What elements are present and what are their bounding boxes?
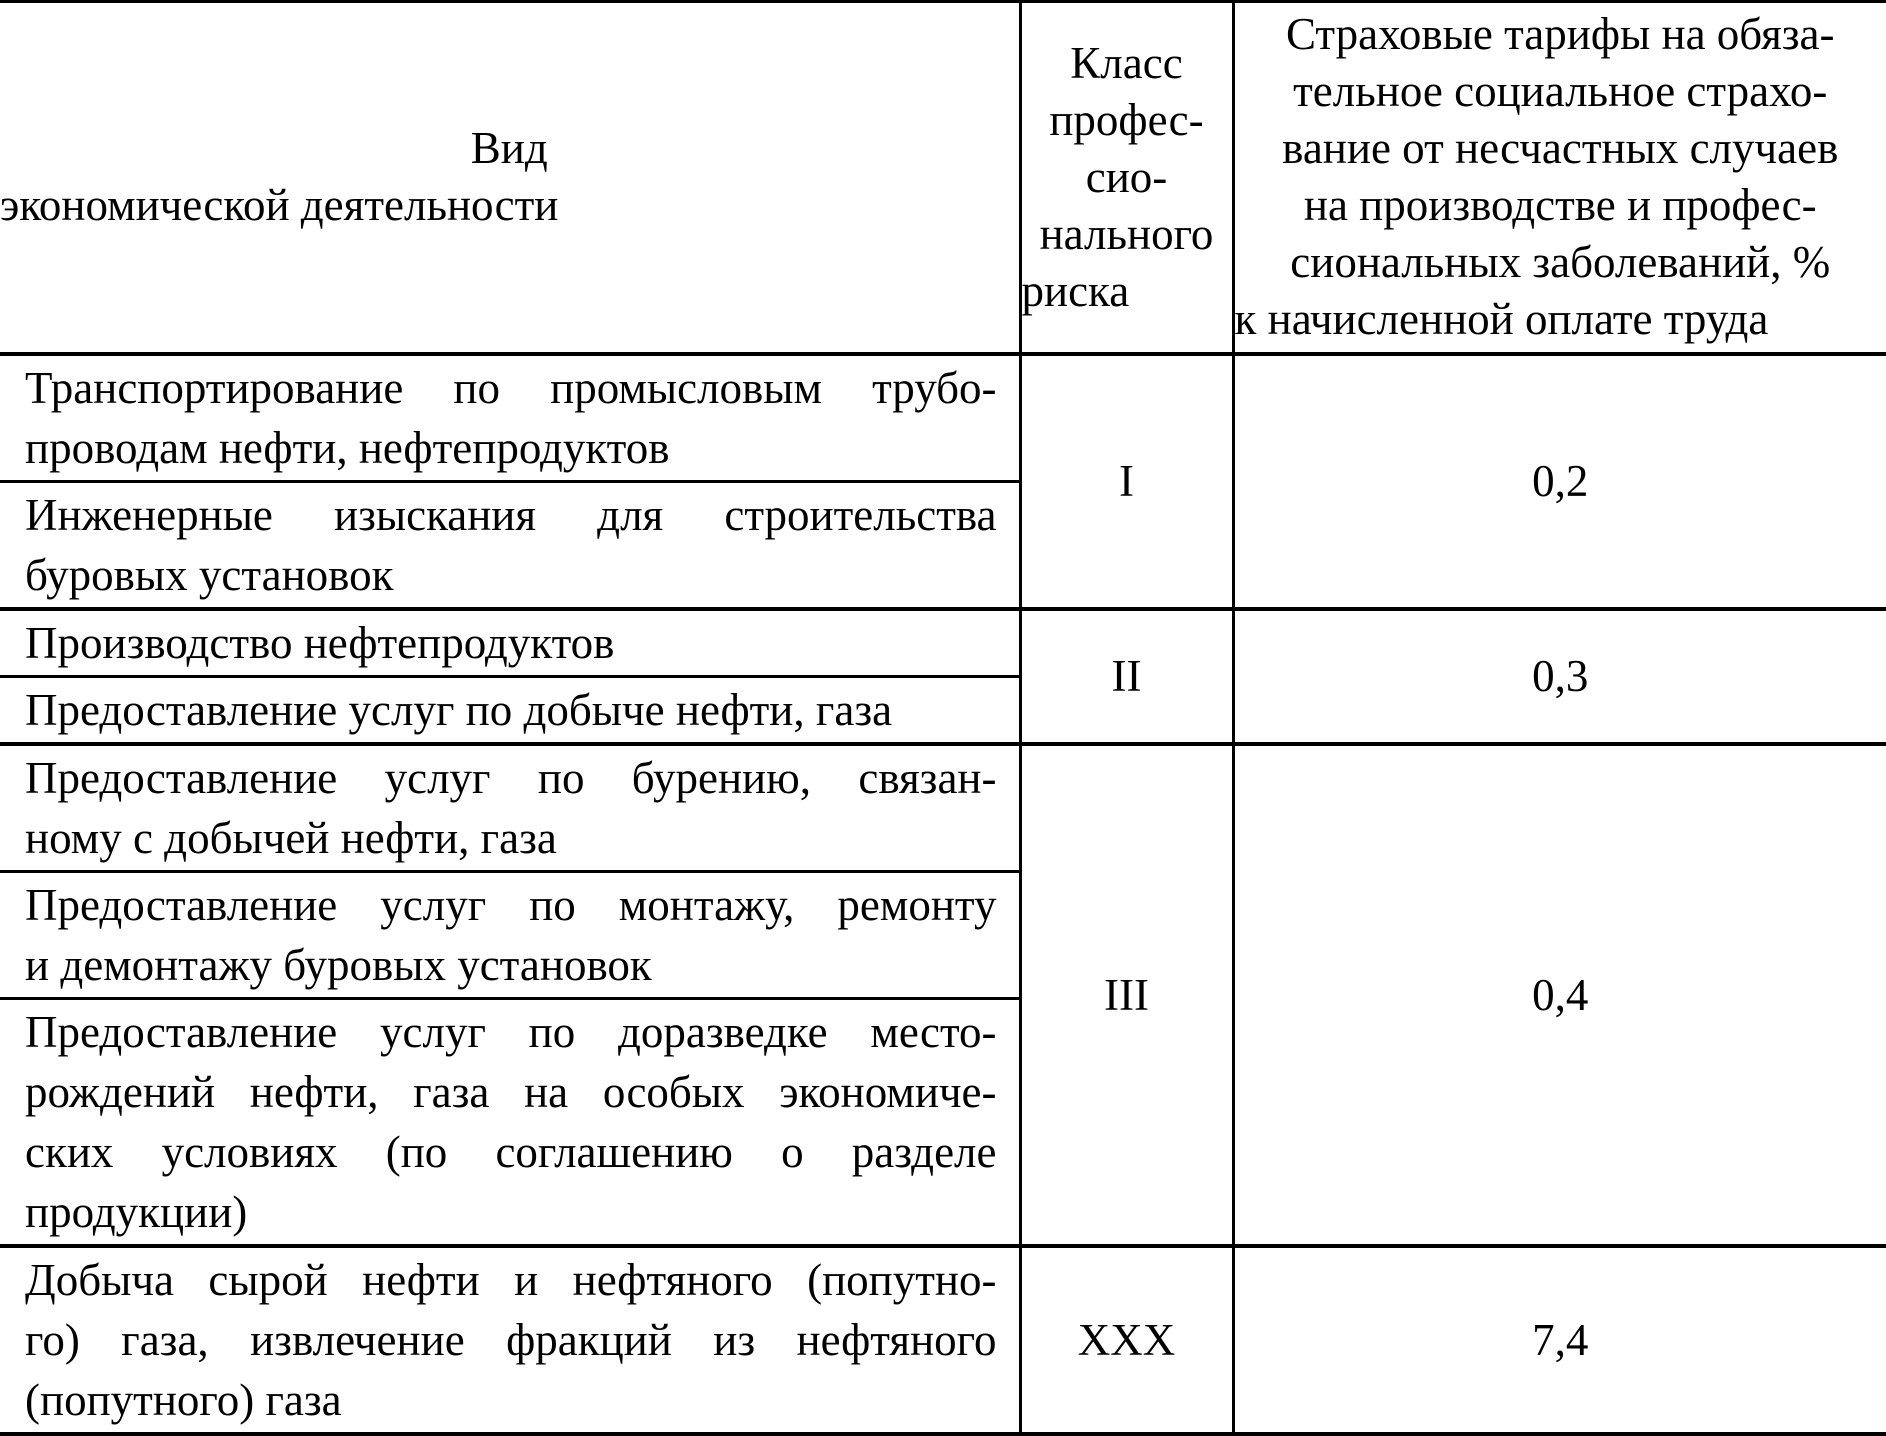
- risk-class-cell: II: [1020, 609, 1233, 744]
- text-line: Класс: [1022, 35, 1232, 92]
- risk-class-cell: III: [1020, 744, 1233, 1246]
- text-line: сио-: [1022, 149, 1232, 206]
- table-row: [0, 354, 1886, 482]
- text-line: Вид: [0, 120, 1019, 177]
- table-row: [0, 609, 1886, 677]
- text-line: рождений нефти, газа на особых экономиче-: [25, 1062, 997, 1122]
- activity-cell: [0, 871, 1020, 998]
- activity-cell: [0, 481, 1020, 609]
- text-line: Страховые тарифы на обяза-: [1235, 6, 1886, 63]
- text-line: профес-: [1022, 92, 1232, 149]
- risk-class-cell: XXX: [1020, 1246, 1233, 1434]
- text-line: Предоставление услуг по добыче нефти, газа: [25, 680, 997, 740]
- activity-cell: [0, 609, 1020, 677]
- text-line: экономической деятельности: [0, 177, 1019, 234]
- activity-cell: [0, 676, 1020, 744]
- risk-class-cell: I: [1020, 354, 1233, 609]
- text-line: ному с добычей нефти, газа: [25, 808, 997, 868]
- activity-cell: [0, 998, 1020, 1246]
- text-line: и демонтажу буровых установок: [25, 935, 997, 995]
- tariff-cell: 0,3: [1233, 609, 1886, 744]
- text-line: нального: [1022, 206, 1232, 263]
- activity-cell: [0, 354, 1020, 482]
- text-line: риска: [1022, 263, 1232, 320]
- text-line: сиональных заболеваний, %: [1235, 234, 1886, 291]
- text-line: ских условиях (по соглашению о разделе: [25, 1122, 997, 1182]
- table-body: [0, 354, 1886, 1434]
- text-line: буровых установок: [25, 545, 997, 605]
- table-row: [0, 1246, 1886, 1434]
- header-activity-type: [0, 2, 1020, 354]
- activity-cell: [0, 744, 1020, 872]
- text-line: Инженерные изыскания для строительства: [25, 485, 997, 545]
- tariff-cell: 0,4: [1233, 744, 1886, 1246]
- text-line: Предоставление услуг по доразведке место-: [25, 1002, 997, 1062]
- activity-cell: [0, 1246, 1020, 1434]
- text-line: вание от несчастных случаев: [1235, 120, 1886, 177]
- tariff-cell: 0,2: [1233, 354, 1886, 609]
- text-line: проводам нефти, нефтепродуктов: [25, 418, 997, 478]
- text-line: Предоставление услуг по бурению, связан-: [25, 748, 997, 808]
- tariff-cell: 7,4: [1233, 1246, 1886, 1434]
- text-line: Предоставление услуг по монтажу, ремонту: [25, 875, 997, 935]
- text-line: Транспортирование по промысловым трубо-: [25, 358, 997, 418]
- text-line: Производство нефтепродуктов: [25, 613, 997, 673]
- text-line: на производстве и профес-: [1235, 177, 1886, 234]
- header-tariff: [1233, 2, 1886, 354]
- header-risk-class: [1020, 2, 1233, 354]
- text-line: к начисленной оплате труда: [1235, 291, 1886, 348]
- text-line: Добыча сырой нефти и нефтяного (попутно-: [25, 1250, 997, 1310]
- text-line: го) газа, извлечение фракций из нефтяного: [25, 1310, 997, 1370]
- header-row: [0, 2, 1886, 354]
- text-line: тельное социальное страхо-: [1235, 63, 1886, 120]
- text-line: продукции): [25, 1182, 997, 1242]
- table-row: [0, 744, 1886, 872]
- text-line: (попутного) газа: [25, 1370, 997, 1430]
